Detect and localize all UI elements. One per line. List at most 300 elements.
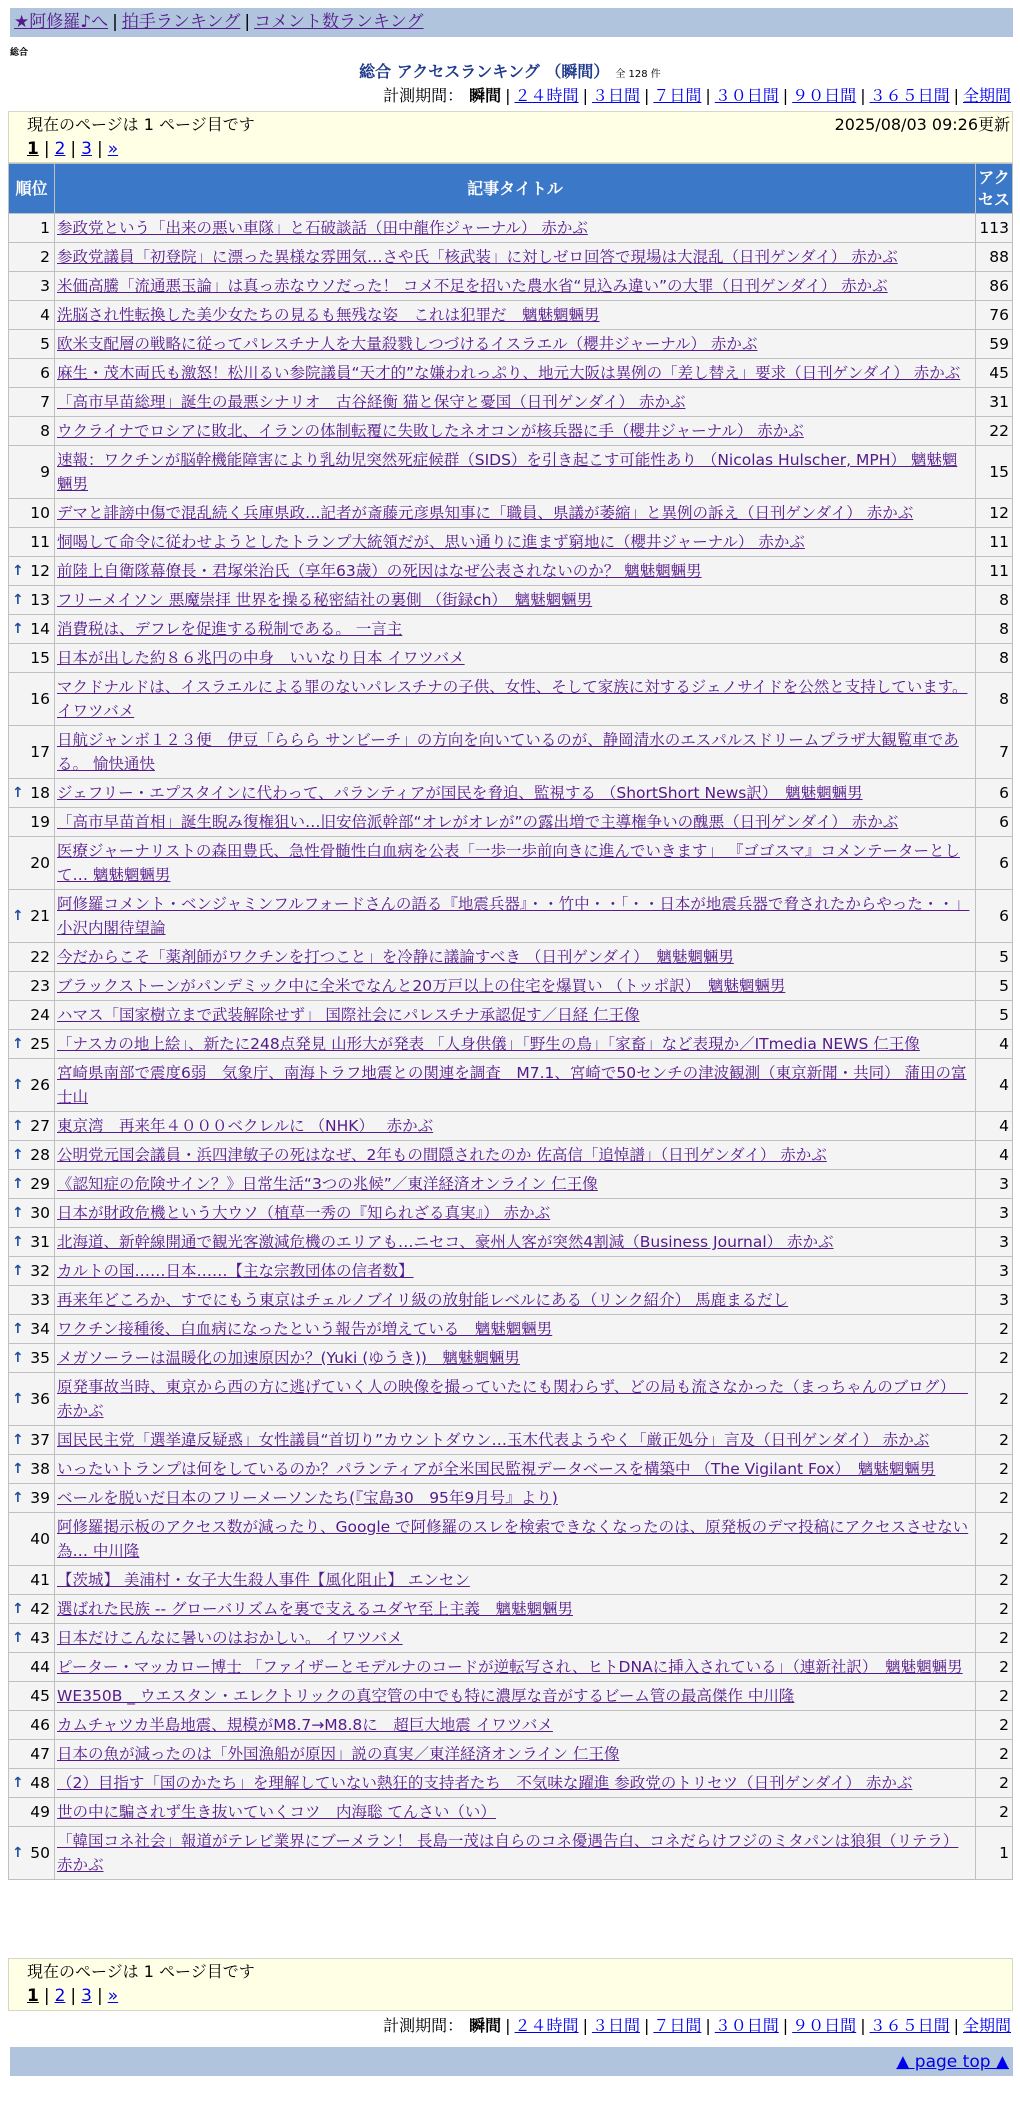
access-count: 12 <box>976 499 1013 528</box>
access-count: 6 <box>976 808 1013 837</box>
separator: | <box>582 2016 588 2035</box>
page-info-panel-bottom <box>8 1958 1013 2011</box>
rank-cell <box>9 359 55 388</box>
article-link[interactable]: 日本が出した約８６兆円の中身 いいなり日本 イワツバメ <box>57 649 465 667</box>
period-option-link[interactable]: ９０日間 <box>792 86 857 105</box>
access-count: 31 <box>976 388 1013 417</box>
rank-number: 44 <box>30 1658 50 1676</box>
rank-number: 50 <box>30 1844 50 1862</box>
access-count: 6 <box>976 890 1013 943</box>
table-row <box>9 1199 1013 1228</box>
separator: | <box>953 2016 959 2035</box>
pager-page-link[interactable]: 3 <box>81 1986 92 2006</box>
article-link[interactable]: 今だからこそ「薬剤師がワクチンを打つこと」を冷静に議論すべき （日刊ゲンダイ） 魑魅魍魎男 <box>57 948 734 966</box>
table-row <box>9 1112 1013 1141</box>
article-link[interactable]: ジェフリー・エプスタインに代わって、パランティアが国民を脅迫、監視する （ShortShort News訳） 魑魅魍魎男 <box>57 784 863 802</box>
table-row <box>9 330 1013 359</box>
table-row <box>9 586 1013 615</box>
access-count: 2 <box>976 1711 1013 1740</box>
rank-number: 9 <box>40 463 50 481</box>
rank-number: 34 <box>30 1320 50 1338</box>
separator: | <box>643 2016 650 2035</box>
title-cell <box>55 330 976 359</box>
article-link[interactable]: 「高市早苗総理」誕生の最悪シナリオ 古谷経衡 猫と保守と憂国（日刊ゲンダイ） 赤かぶ <box>57 393 686 411</box>
table-row <box>9 1170 1013 1199</box>
rank-cell <box>9 1373 55 1426</box>
table-row <box>9 1682 1013 1711</box>
access-count: 8 <box>976 644 1013 673</box>
article-link[interactable]: ワクチン接種後、白血病になったという報告が増えている 魑魅魍魎男 <box>57 1320 553 1338</box>
title-cell <box>55 1566 976 1595</box>
title-cell <box>55 779 976 808</box>
separator: | <box>860 2016 866 2035</box>
period-option-link[interactable]: ７日間 <box>653 86 702 105</box>
rank-cell <box>9 1740 55 1769</box>
table-row <box>9 1798 1013 1827</box>
home-link[interactable]: ★阿修羅♪へ <box>14 12 109 32</box>
rank-number: 42 <box>30 1600 50 1618</box>
period-selector-bottom <box>383 2016 1011 2036</box>
rank-up-arrow-icon: ↑ <box>12 908 24 924</box>
access-count: 3 <box>976 1286 1013 1315</box>
rank-cell <box>9 1199 55 1228</box>
title-header: 記事タイトル <box>55 164 976 214</box>
page-top-link[interactable]: ▲ page top ▲ <box>896 2052 1009 2072</box>
rank-number: 24 <box>30 1006 50 1024</box>
rank-cell <box>9 243 55 272</box>
article-link[interactable]: 再来年どころか、すでにもう東京はチェルノブイリ級の放射能レベルにある（リンク紹介） 馬鹿まるだし <box>57 1291 789 1309</box>
article-link[interactable]: 恫喝して命令に従わせようとしたトランプ大統領だが、思い通りに進まず窮地に（櫻井ジャーナル） 赤かぶ <box>57 533 805 551</box>
access-count: 2 <box>976 1624 1013 1653</box>
title-cell <box>55 1199 976 1228</box>
rank-up-arrow-icon: ↑ <box>12 1077 24 1093</box>
rank-up-arrow-icon: ↑ <box>12 1391 24 1407</box>
rank-cell <box>9 1286 55 1315</box>
title-cell <box>55 446 976 499</box>
article-link[interactable]: 日本だけこんなに暑いのはおかしい。 イワツバメ <box>57 1629 403 1647</box>
rank-up-arrow-icon: ↑ <box>12 1432 24 1448</box>
pager-bottom <box>27 1986 118 2006</box>
separator: | <box>96 139 103 159</box>
access-count: 22 <box>976 417 1013 446</box>
article-link[interactable]: 《認知症の危険サイン？》日常生活“3つの兆候”／東洋経済オンライン 仁王像 <box>57 1175 598 1193</box>
article-link[interactable]: 麻生・茂木両氏も激怒！松川るい参院議員“天才的”な嫌われっぷり、地元大阪は異例の「差し替え」要求（日刊ゲンダイ） 赤かぶ <box>57 364 961 382</box>
rank-number: 18 <box>30 784 50 802</box>
access-count: 45 <box>976 359 1013 388</box>
access-count: 2 <box>976 1344 1013 1373</box>
title-cell <box>55 1141 976 1170</box>
table-row <box>9 615 1013 644</box>
separator: | <box>782 86 789 105</box>
pager-current-page: 1 <box>27 1986 39 2006</box>
rank-cell <box>9 499 55 528</box>
access-count: 3 <box>976 1199 1013 1228</box>
clap-ranking-link[interactable]: 拍手ランキング <box>121 12 241 32</box>
rank-up-arrow-icon: ↑ <box>12 1601 24 1617</box>
table-row <box>9 943 1013 972</box>
access-count: 7 <box>976 726 1013 779</box>
section-label: 総合 <box>10 48 29 58</box>
separator: | <box>643 86 650 105</box>
article-link[interactable]: 前陸上自衛隊幕僚長・君塚栄治氏（享年63歳）の死因はなぜ公表されないのか？ 魑魅魍魎男 <box>57 562 702 580</box>
rank-cell <box>9 1513 55 1566</box>
table-row <box>9 359 1013 388</box>
article-link[interactable]: 「ナスカの地上絵」、新たに248点発見 山形大が発表 「人身供儀」「野生の鳥」「家畜」など表現か／ITmedia NEWS 仁王像 <box>57 1035 920 1053</box>
title-cell <box>55 673 976 726</box>
article-link[interactable]: 阿修羅コメント・ベンジャミンフルフォードさんの語る『地震兵器』・・竹中・・「・・日本が地震兵器で脅されたからやった・・」 小沢内閣待望論 <box>57 895 970 937</box>
access-count: 2 <box>976 1798 1013 1827</box>
article-link[interactable]: 速報：ワクチンが脳幹機能障害により乳幼児突然死症候群（SIDS）を引き起こす可能性あり （Nicolas Hulscher, MPH） 魑魅魍魎男 <box>57 451 958 493</box>
table-row <box>9 1373 1013 1426</box>
table-row <box>9 1257 1013 1286</box>
rank-number: 19 <box>30 813 50 831</box>
rank-cell <box>9 272 55 301</box>
table-row <box>9 417 1013 446</box>
title-cell <box>55 890 976 943</box>
table-row <box>9 1653 1013 1682</box>
table-row <box>9 214 1013 243</box>
table-row <box>9 726 1013 779</box>
pager-next-link[interactable]: » <box>107 1986 119 2006</box>
rank-cell <box>9 528 55 557</box>
rank-cell <box>9 837 55 890</box>
title-cell <box>55 1228 976 1257</box>
rank-up-arrow-icon: ↑ <box>12 621 24 637</box>
separator: | <box>96 1986 103 2006</box>
article-link[interactable]: ピーター・マッカロー博士 「ファイザーとモデルナのコードが逆転写され、ヒトDNAに挿入されている」（連新社訳） 魑魅魍魎男 <box>57 1658 963 1676</box>
total-count: 全 128 件 <box>615 69 661 80</box>
article-link[interactable]: ウクライナでロシアに敗北、イランの体制転覆に失敗したネオコンが核兵器に手（櫻井ジャーナル） 赤かぶ <box>57 422 804 440</box>
rank-up-arrow-icon: ↑ <box>12 1775 24 1791</box>
separator: | <box>43 1986 50 2006</box>
separator: | <box>70 139 77 159</box>
rank-number: 40 <box>30 1530 50 1548</box>
table-row <box>9 528 1013 557</box>
rank-cell <box>9 1769 55 1798</box>
article-link[interactable]: 欧米支配層の戦略に従ってパレスチナ人を大量殺戮しつづけるイスラエル（櫻井ジャーナル） 赤かぶ <box>57 335 758 353</box>
table-row <box>9 1595 1013 1624</box>
table-row <box>9 1344 1013 1373</box>
access-count: 4 <box>976 1059 1013 1112</box>
pager-page-link[interactable]: 3 <box>81 139 92 159</box>
article-link[interactable]: マクドナルドは、イスラエルによる罪のないパレスチナの子供、女性、そして家族に対するジェノサイドを公然と支持しています。 イワツバメ <box>57 678 968 720</box>
rank-number: 16 <box>30 690 50 708</box>
access-count: 76 <box>976 301 1013 330</box>
rank-cell <box>9 557 55 586</box>
separator: | <box>860 86 866 105</box>
table-row <box>9 1426 1013 1455</box>
rank-number: 32 <box>30 1262 50 1280</box>
title-cell <box>55 586 976 615</box>
period-option-link[interactable]: ２４時間 <box>514 86 579 105</box>
table-row <box>9 446 1013 499</box>
access-count: 4 <box>976 1030 1013 1059</box>
article-link[interactable]: 世の中に騙されず生き抜いていくコツ 内海聡 てんさい（い） <box>57 1803 496 1821</box>
access-count: 15 <box>976 446 1013 499</box>
title-cell <box>55 1455 976 1484</box>
rank-number: 29 <box>30 1175 50 1193</box>
period-label: 計測期間： <box>383 2016 464 2035</box>
pager-current-page: 1 <box>27 139 39 159</box>
article-link[interactable]: 宮崎県南部で震度6弱 気象庁、南海トラフ地震との関連を調査 M7.1、宮崎で50センチの津波観測（東京新聞・共同） 蒲田の富士山 <box>57 1064 967 1106</box>
period-selector-top <box>383 86 1011 106</box>
article-link[interactable]: 国民民主党「選挙違反疑惑」女性議員“首切り”カウントダウン…玉木代表ようやく「厳正処分」言及（日刊ゲンダイ） 赤かぶ <box>57 1431 930 1449</box>
article-link[interactable]: 選ばれた民族 -- グローバリズムを裏で支えるユダヤ至上主義 魑魅魍魎男 <box>57 1600 573 1618</box>
access-count: 59 <box>976 330 1013 359</box>
title-cell <box>55 943 976 972</box>
period-option-link[interactable]: 全期間 <box>962 2016 1011 2035</box>
table-row <box>9 890 1013 943</box>
table-row <box>9 272 1013 301</box>
rank-cell <box>9 1170 55 1199</box>
period-option-link[interactable]: ７日間 <box>653 2016 702 2035</box>
article-link[interactable]: ハマス「国家樹立まで武装解除せず」 国際社会にパレスチナ承認促す／日経 仁王像 <box>57 1006 640 1024</box>
rank-cell <box>9 1682 55 1711</box>
article-link[interactable]: フリーメイソン 悪魔崇拝 世界を操る秘密結社の裏側 （街録ch） 魑魅魍魎男 <box>57 591 593 609</box>
rank-number: 48 <box>30 1774 50 1792</box>
rank-cell <box>9 301 55 330</box>
table-row <box>9 1769 1013 1798</box>
ranking-table <box>8 163 1013 1880</box>
title-cell <box>55 1373 976 1426</box>
article-link[interactable]: 消費税は、デフレを促進する税制である。 一言主 <box>57 620 403 638</box>
title-cell <box>55 1059 976 1112</box>
rank-number: 7 <box>40 393 50 411</box>
table-row <box>9 1059 1013 1112</box>
rank-number: 45 <box>30 1687 50 1705</box>
rank-up-arrow-icon: ↑ <box>12 1205 24 1221</box>
rank-number: 21 <box>30 907 50 925</box>
title-cell <box>55 1624 976 1653</box>
access-count: 2 <box>976 1682 1013 1711</box>
rank-up-arrow-icon: ↑ <box>12 592 24 608</box>
period-option-link[interactable]: ３０日間 <box>714 2016 779 2035</box>
table-row <box>9 644 1013 673</box>
table-row <box>9 1711 1013 1740</box>
rank-number: 31 <box>30 1233 50 1251</box>
rank-cell <box>9 1827 55 1880</box>
article-link[interactable]: デマと誹謗中傷で混乱続く兵庫県政…記者が斎藤元彦県知事に「職員、県議が萎縮」と異例の訴え（日刊ゲンダイ） 赤かぶ <box>57 504 914 522</box>
access-count: 5 <box>976 1001 1013 1030</box>
article-link[interactable]: WE350B _ ウエスタン・エレクトリックの真空管の中でも特に濃厚な音がするビーム管の最高傑作 中川隆 <box>57 1687 795 1705</box>
article-link[interactable]: 北海道、新幹線開通で観光客激減危機のエリアも…ニセコ、豪州人客が突然4割減（Business Journal） 赤かぶ <box>57 1233 834 1251</box>
access-count: 1 <box>976 1827 1013 1880</box>
title-cell <box>55 1798 976 1827</box>
article-link[interactable]: カムチャツカ半島地震、規模がM8.7→M8.8に 超巨大地震 イワツバメ <box>57 1716 553 1734</box>
title-cell <box>55 808 976 837</box>
rank-up-arrow-icon: ↑ <box>12 1118 24 1134</box>
rank-number: 4 <box>40 306 50 324</box>
rank-up-arrow-icon: ↑ <box>12 1147 24 1163</box>
rank-number: 46 <box>30 1716 50 1734</box>
rank-cell <box>9 1484 55 1513</box>
access-count: 4 <box>976 1141 1013 1170</box>
period-option-link[interactable]: ３０日間 <box>714 86 779 105</box>
rank-number: 1 <box>40 219 50 237</box>
pager-next-link[interactable]: » <box>107 139 119 159</box>
rank-number: 14 <box>30 620 50 638</box>
rank-up-arrow-icon: ↑ <box>12 1461 24 1477</box>
title-cell <box>55 726 976 779</box>
table-row <box>9 808 1013 837</box>
table-header-row <box>9 164 1013 214</box>
rank-cell <box>9 330 55 359</box>
article-link[interactable]: 日本の魚が減ったのは「外国漁船が原因」説の真実／東洋経済オンライン 仁王像 <box>57 1745 620 1763</box>
title-cell <box>55 528 976 557</box>
rank-cell <box>9 446 55 499</box>
separator: | <box>43 139 50 159</box>
article-link[interactable]: 「韓国コネ社会」報道がテレビ業界にブーメラン！ 長島一茂は自らのコネ優遇告白、コネだらけフジのミタパンは狼狽（リテラ） 赤かぶ <box>57 1832 959 1874</box>
period-option-link[interactable]: ９０日間 <box>792 2016 857 2035</box>
article-link[interactable]: 医療ジャーナリストの森田豊氏、急性骨髄性白血病を公表「一歩一歩前向きに進んでいきます」 『ゴゴスマ』コメンテーターとして… 魑魅魍魎男 <box>57 842 961 884</box>
rank-number: 23 <box>30 977 50 995</box>
period-option-link[interactable]: ３日間 <box>591 86 640 105</box>
rank-cell <box>9 943 55 972</box>
table-row <box>9 1624 1013 1653</box>
article-link[interactable]: 阿修羅掲示板のアクセス数が減ったり、Google で阿修羅のスレを検索できなくなったのは、原発板のデマ投稿にアクセスさせない為… 中川隆 <box>57 1518 969 1560</box>
updated-timestamp: 2025/08/03 09:26更新 <box>834 115 1010 134</box>
title-cell <box>55 1513 976 1566</box>
article-link[interactable]: 洗脳され性転換した美少女たちの見るも無残な姿 これは犯罪だ 魑魅魍魎男 <box>57 306 600 324</box>
period-option-link[interactable]: ３６５日間 <box>869 2016 950 2035</box>
article-link[interactable]: カルトの国……日本……【主な宗教団体の信者数】 <box>57 1262 414 1280</box>
separator: | <box>505 86 511 105</box>
page-info-panel-top <box>8 111 1013 163</box>
access-count: 2 <box>976 1455 1013 1484</box>
rank-number: 30 <box>30 1204 50 1222</box>
article-link[interactable]: 【茨城】 美浦村・女子大生殺人事件【風化阻止】 エンセン <box>57 1571 470 1589</box>
title-cell <box>55 644 976 673</box>
rank-cell <box>9 972 55 1001</box>
article-link[interactable]: 「高市早苗首相」誕生睨み復権狙い…旧安倍派幹部“オレがオレが”の露出増で主導権争いの醜悪（日刊ゲンダイ） 赤かぶ <box>57 813 899 831</box>
article-link[interactable]: 東京湾 再来年４０００ベクレルに （NHK） 赤かぶ <box>57 1117 434 1135</box>
access-count: 5 <box>976 943 1013 972</box>
article-link[interactable]: 原発事故当時、東京から西の方に逃げていく人の映像を撮っていたにも関わらず、どの局も流さなかった（まっちゃんのブログ） 赤かぶ <box>57 1378 968 1420</box>
separator: | <box>505 2016 511 2035</box>
article-link[interactable]: ベールを脱いだ日本のフリーメーソンたち(『宝島30 95年9月号』より) <box>57 1489 558 1507</box>
rank-number: 36 <box>30 1390 50 1408</box>
title-cell <box>55 272 976 301</box>
title-cell <box>55 1030 976 1059</box>
article-link[interactable]: （2）目指す「国のかたち」を理解していない熱狂的支持者たち 不気味な躍進 参政党のトリセツ（日刊ゲンダイ） 赤かぶ <box>57 1774 913 1792</box>
title-cell <box>55 615 976 644</box>
article-link[interactable]: 日航ジャンボ１２３便 伊豆「ららら サンビーチ」の方向を向いているのが、静岡清水のエスパルスドリームプラザ大観覧車である。 愉快通快 <box>57 731 959 773</box>
rank-number: 3 <box>40 277 50 295</box>
ranking-table-body <box>9 214 1013 1880</box>
rank-cell <box>9 673 55 726</box>
access-count: 11 <box>976 557 1013 586</box>
pager-page-link[interactable]: 2 <box>54 139 66 159</box>
title-cell <box>55 1170 976 1199</box>
title-cell <box>55 1769 976 1798</box>
comment-ranking-link[interactable]: コメント数ランキング <box>254 12 424 32</box>
table-row <box>9 557 1013 586</box>
rank-cell <box>9 615 55 644</box>
article-link[interactable]: ブラックストーンがパンデミック中に全米でなんと20万戸以上の住宅を爆買い （トッポ訳） 魑魅魍魎男 <box>57 977 786 995</box>
rank-number: 43 <box>30 1629 50 1647</box>
rank-header: 順位 <box>9 164 55 214</box>
title-cell <box>55 1286 976 1315</box>
rank-number: 35 <box>30 1349 50 1367</box>
article-link[interactable]: メガソーラーは温暖化の加速原因か？(Yuki (ゆうき)) 魑魅魍魎男 <box>57 1349 520 1367</box>
table-row <box>9 1455 1013 1484</box>
access-count: 11 <box>976 528 1013 557</box>
rank-number: 37 <box>30 1431 50 1449</box>
title-cell <box>55 1112 976 1141</box>
title-cell <box>55 1595 976 1624</box>
title-cell <box>55 388 976 417</box>
article-link[interactable]: 日本が財政危機という大ウソ（植草一秀の『知られざる真実』） 赤かぶ <box>57 1204 551 1222</box>
rank-up-arrow-icon: ↑ <box>12 563 24 579</box>
access-count: 8 <box>976 615 1013 644</box>
rank-cell <box>9 586 55 615</box>
page-title-text: 総合 アクセスランキング （瞬間） <box>359 62 610 81</box>
article-link[interactable]: 公明党元国会議員・浜四津敏子の死はなぜ、2年もの間隠されたのか 佐高信「追悼譜」（日刊ゲンダイ） 赤かぶ <box>57 1146 827 1164</box>
title-cell <box>55 243 976 272</box>
article-link[interactable]: 参政党議員「初登院」に漂った異様な雰囲気…さや氏「核武装」に対しゼロ回答で現場は大混乱（日刊ゲンダイ） 赤かぶ <box>57 248 898 266</box>
current-page-text: 現在のページは 1 ページ目です <box>27 1962 255 1981</box>
separator: | <box>705 86 711 105</box>
access-count: 3 <box>976 1170 1013 1199</box>
access-count: 2 <box>976 1595 1013 1624</box>
table-row <box>9 388 1013 417</box>
access-count: 2 <box>976 1653 1013 1682</box>
rank-number: 22 <box>30 948 50 966</box>
access-count: 8 <box>976 673 1013 726</box>
title-cell <box>55 1711 976 1740</box>
period-option-link[interactable]: ３６５日間 <box>869 86 950 105</box>
title-cell <box>55 1426 976 1455</box>
access-count: 3 <box>976 1228 1013 1257</box>
title-cell <box>55 1315 976 1344</box>
article-link[interactable]: いったいトランプは何をしているのか？パランティアが全米国民監視データベースを構築中 （The Vigilant Fox） 魑魅魍魎男 <box>57 1460 936 1478</box>
page-title <box>0 62 1020 85</box>
access-count: 5 <box>976 972 1013 1001</box>
article-link[interactable]: 米価高騰「流通悪玉論」は真っ赤なウソだった！ コメ不足を招いた農水省“見込み違い”の大罪（日刊ゲンダイ） 赤かぶ <box>57 277 888 295</box>
period-option-link[interactable]: ２４時間 <box>514 2016 579 2035</box>
table-row <box>9 1315 1013 1344</box>
period-option-link[interactable]: ３日間 <box>591 2016 640 2035</box>
access-count: 88 <box>976 243 1013 272</box>
table-row <box>9 972 1013 1001</box>
access-count: 2 <box>976 1513 1013 1566</box>
rank-number: 49 <box>30 1803 50 1821</box>
access-count: 6 <box>976 779 1013 808</box>
rank-number: 10 <box>30 504 50 522</box>
rank-up-arrow-icon: ↑ <box>12 1490 24 1506</box>
rank-cell <box>9 1595 55 1624</box>
title-cell <box>55 557 976 586</box>
period-option-link[interactable]: 全期間 <box>962 86 1011 105</box>
table-row <box>9 1513 1013 1566</box>
rank-number: 17 <box>30 743 50 761</box>
rank-number: 8 <box>40 422 50 440</box>
rank-up-arrow-icon: ↑ <box>12 1630 24 1646</box>
title-cell <box>55 301 976 330</box>
rank-up-arrow-icon: ↑ <box>12 1845 24 1861</box>
rank-cell <box>9 1624 55 1653</box>
table-row <box>9 779 1013 808</box>
title-cell <box>55 1484 976 1513</box>
separator: | <box>782 2016 789 2035</box>
pager-page-link[interactable]: 2 <box>54 1986 66 2006</box>
article-link[interactable]: 参政党という「出来の悪い車隊」と石破談話（田中龍作ジャーナル） 赤かぶ <box>57 219 588 237</box>
table-row <box>9 673 1013 726</box>
rank-up-arrow-icon: ↑ <box>12 1321 24 1337</box>
access-count: 8 <box>976 586 1013 615</box>
title-cell <box>55 1344 976 1373</box>
rank-cell <box>9 1344 55 1373</box>
